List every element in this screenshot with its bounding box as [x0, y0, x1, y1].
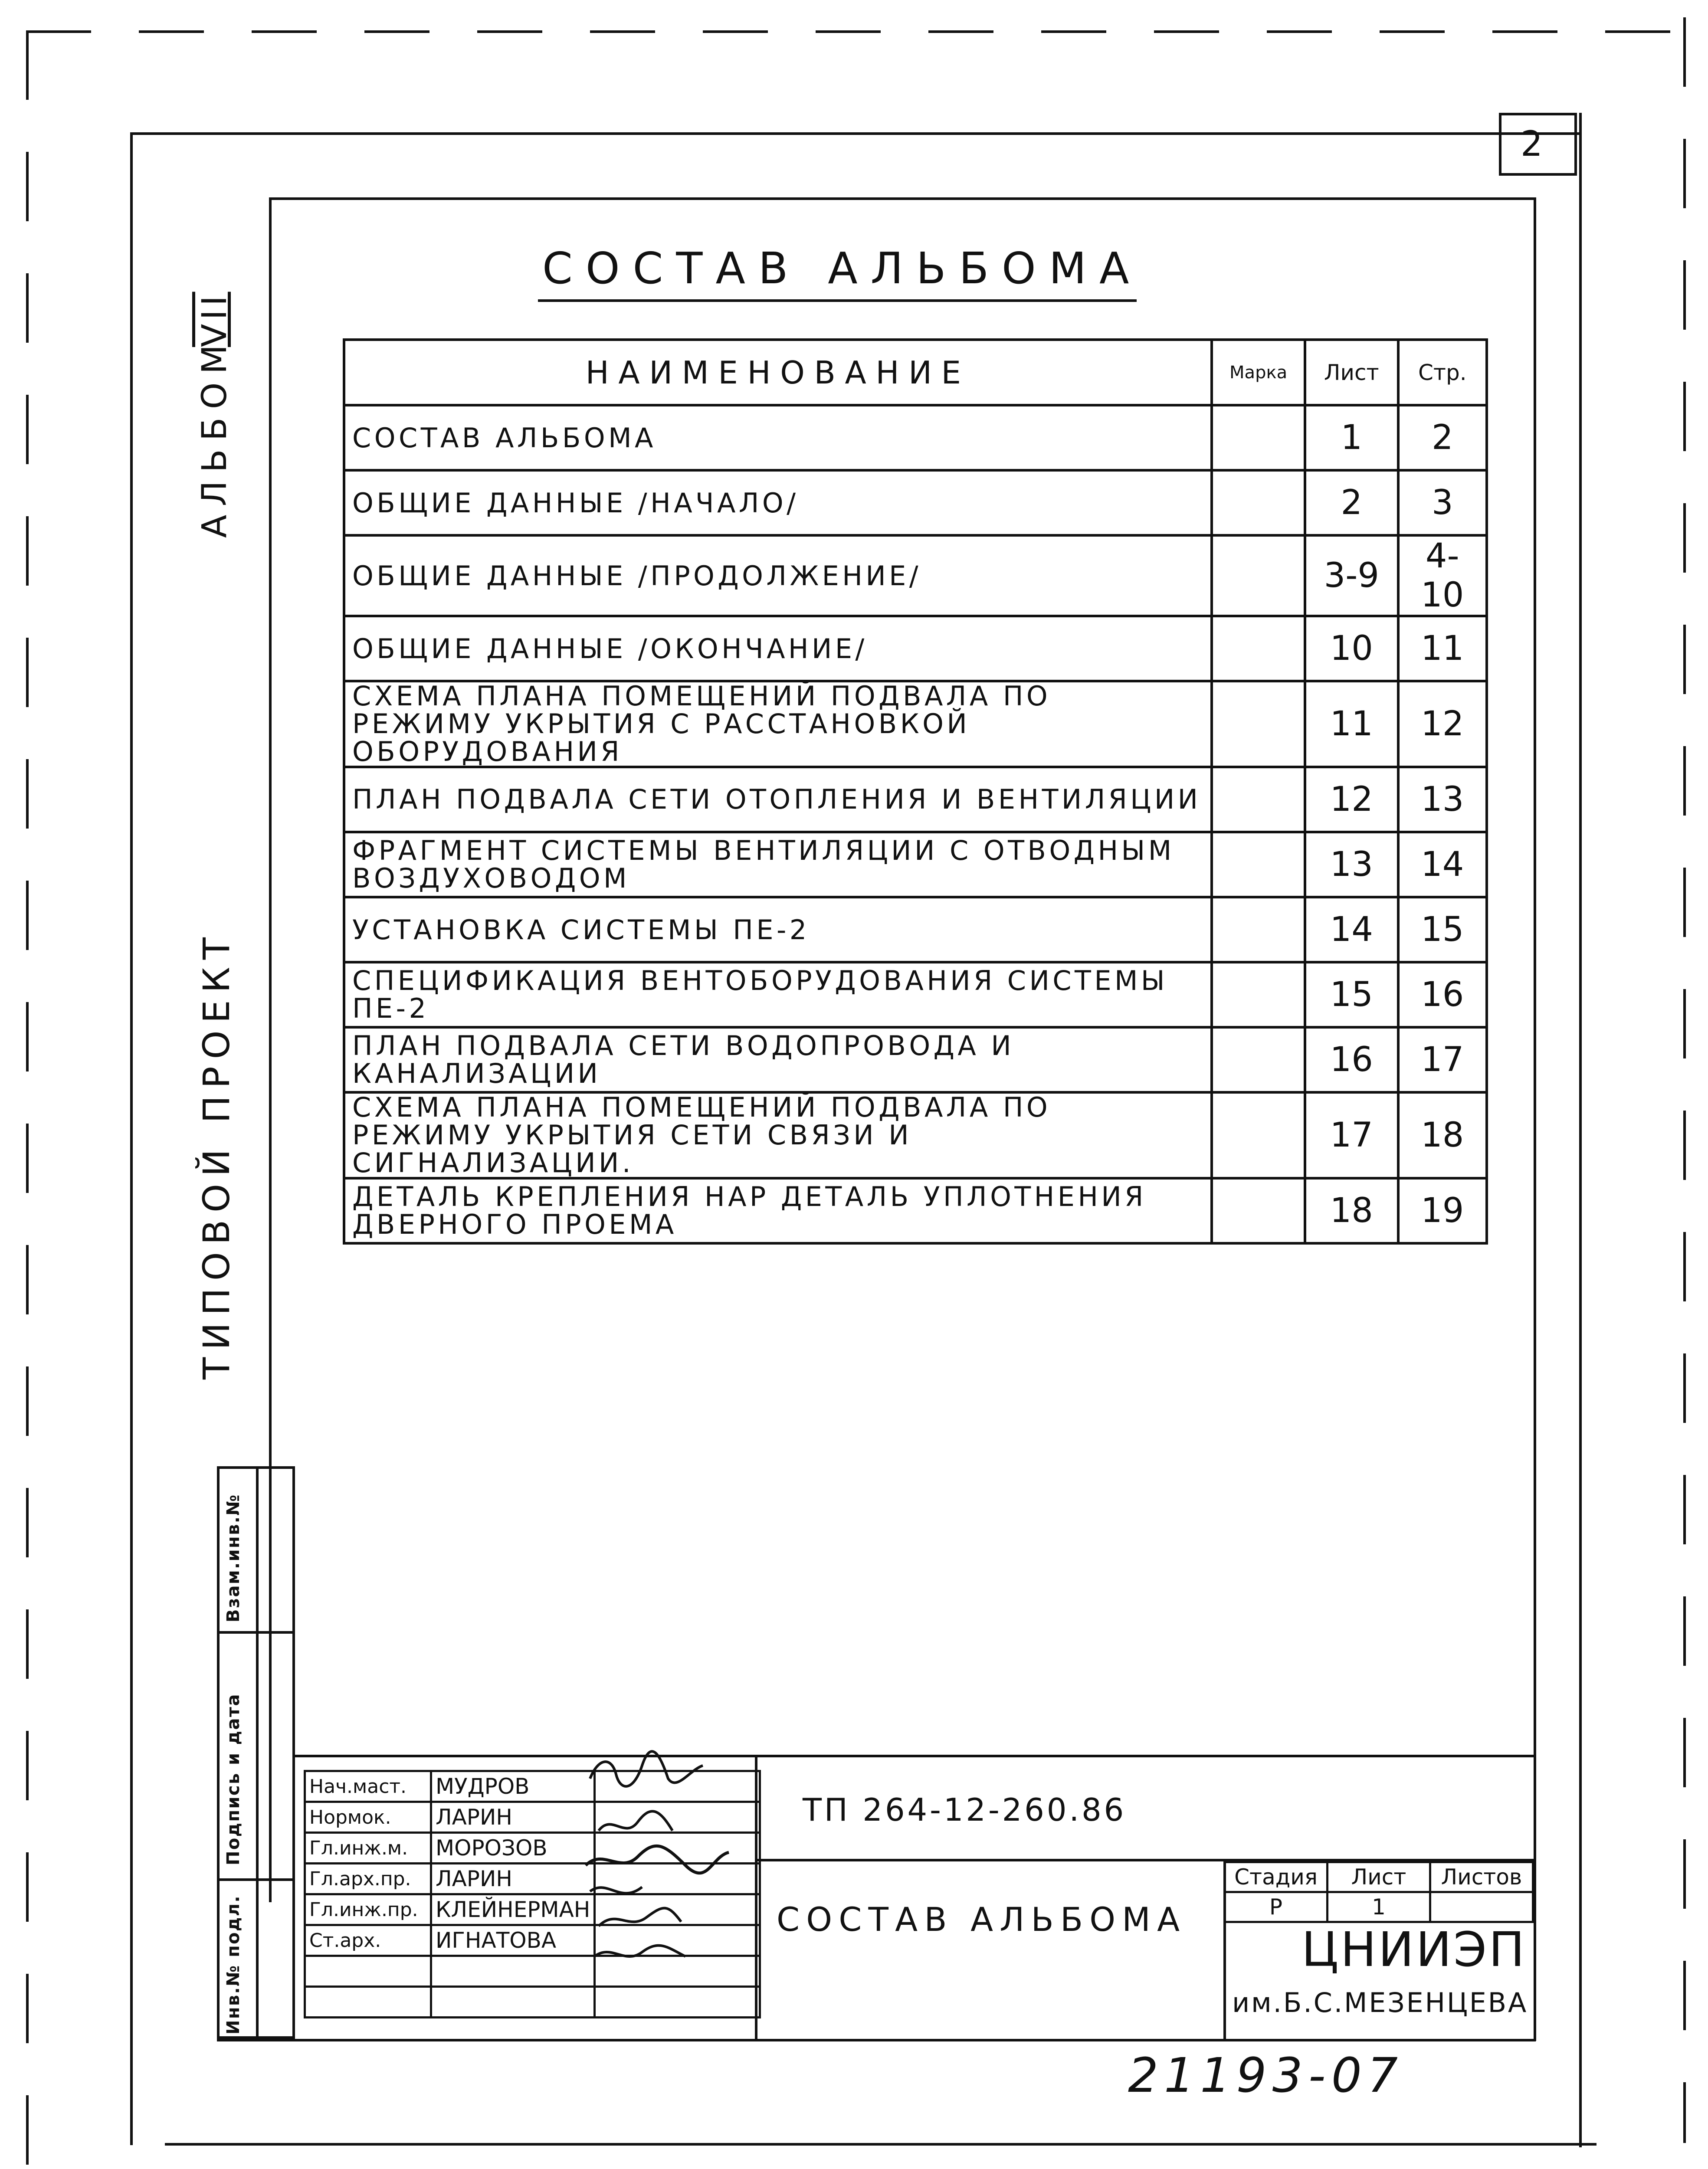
signature-role: Ст.арх. — [305, 1925, 431, 1956]
stamp-strip-divider — [256, 1466, 259, 2039]
row-mark — [1212, 897, 1305, 962]
row-page: 4-10 — [1398, 535, 1487, 616]
signature-scribble — [586, 1846, 729, 1873]
row-mark — [1212, 1027, 1305, 1092]
album-label: АЛЬБОМ — [195, 336, 234, 538]
row-sheet: 15 — [1305, 962, 1398, 1027]
sheet-frame-bottom — [165, 2143, 1597, 2146]
row-page: 17 — [1398, 1027, 1487, 1092]
row-mark — [1212, 535, 1305, 616]
stage-label: Стадия — [1225, 1862, 1328, 1892]
sheets-value — [1430, 1892, 1533, 1922]
stamp-strip-sep-2 — [217, 1878, 295, 1881]
sheet-frame-top — [130, 132, 1579, 135]
row-page: 16 — [1398, 962, 1487, 1027]
page-title: СОСТАВ АЛЬБОМА — [542, 243, 1142, 294]
row-sheet: 18 — [1305, 1178, 1398, 1243]
signature-role: Гл.инж.м. — [305, 1833, 431, 1864]
header-page: Стр. — [1398, 340, 1487, 405]
outer-frame-top — [26, 30, 1688, 33]
sheets-label: Листов — [1430, 1862, 1533, 1892]
outer-frame-right — [1683, 17, 1686, 2143]
table-row — [344, 535, 1487, 616]
row-page: 3 — [1398, 470, 1487, 535]
title-block-top — [295, 1755, 1536, 1757]
signature-role: Нормок. — [305, 1802, 431, 1833]
row-name: ФРАГМЕНТ СИСТЕМЫ ВЕНТИЛЯЦИИ С ОТВОДНЫМ ВОЗДУХОВОДОМ — [344, 832, 1212, 897]
project-code: ТП 264-12-260.86 — [803, 1792, 1127, 1828]
handwritten-signatures — [573, 1740, 755, 1982]
signature-scribble — [594, 1946, 685, 1956]
stamp-strip-sep-1 — [217, 1631, 295, 1634]
stage-value: Р — [1225, 1892, 1328, 1922]
row-name: СПЕЦИФИКАЦИЯ ВЕНТОБОРУДОВАНИЯ СИСТЕМЫ ПЕ-2 — [344, 962, 1212, 1027]
row-name: СХЕМА ПЛАНА ПОМЕЩЕНИЙ ПОДВАЛА ПО РЕЖИМУ УКРЫТИЯ С РАССТАНОВКОЙ ОБОРУДОВАНИЯ — [344, 681, 1212, 767]
header-sheet: Лист — [1305, 340, 1398, 405]
row-sheet: 14 — [1305, 897, 1398, 962]
row-page: 19 — [1398, 1178, 1487, 1243]
table-row — [344, 1027, 1487, 1092]
signature-name: МУДРОВ — [431, 1771, 595, 1802]
table-row — [344, 1178, 1487, 1243]
signature-row — [305, 1987, 760, 2018]
row-page: 11 — [1398, 616, 1487, 681]
row-page: 2 — [1398, 405, 1487, 470]
row-mark — [1212, 1178, 1305, 1243]
row-name: ОБЩИЕ ДАННЫЕ /НАЧАЛО/ — [344, 470, 1212, 535]
header-name: НАИМЕНОВАНИЕ — [344, 340, 1212, 405]
document-title: СОСТАВ АЛЬБОМА — [777, 1900, 1187, 1939]
replace-inv-label: Взам.инв.№ — [223, 1494, 243, 1622]
table-row — [344, 1092, 1487, 1178]
table-row — [344, 767, 1487, 832]
row-sheet: 16 — [1305, 1027, 1398, 1092]
signature-name: КЛЕЙНЕРМАН — [431, 1894, 595, 1925]
header-mark: Марка — [1212, 340, 1305, 405]
row-name: ОБЩИЕ ДАННЫЕ /ОКОНЧАНИЕ/ — [344, 616, 1212, 681]
row-sheet: 13 — [1305, 832, 1398, 897]
sheet-value: 1 — [1328, 1892, 1430, 1922]
row-mark — [1212, 962, 1305, 1027]
signature-name: ЛАРИН — [431, 1864, 595, 1894]
table-row — [344, 470, 1487, 535]
row-mark — [1212, 767, 1305, 832]
project-type-label: ТИПОВОЙ ПРОЕКТ — [195, 930, 238, 1379]
sheet-frame-right — [1579, 113, 1582, 2147]
signature-scribble — [590, 1751, 703, 1786]
table-row — [344, 681, 1487, 767]
row-mark — [1212, 681, 1305, 767]
signature-role: Гл.инж.пр. — [305, 1894, 431, 1925]
row-name: ДЕТАЛЬ КРЕПЛЕНИЯ НАР ДЕТАЛЬ УПЛОТНЕНИЯ ДВЕРНОГО ПРОЕМА — [344, 1178, 1212, 1243]
sheet-frame-left — [130, 132, 133, 2145]
inner-frame-right — [1534, 197, 1536, 2041]
row-sheet: 1 — [1305, 405, 1398, 470]
sheet-corner-number: 2 — [1521, 124, 1547, 164]
inner-frame-bottom — [217, 2039, 1536, 2041]
row-mark — [1212, 832, 1305, 897]
signature-role: Нач.маст. — [305, 1771, 431, 1802]
row-name: СОСТАВ АЛЬБОМА — [344, 405, 1212, 470]
row-page: 14 — [1398, 832, 1487, 897]
row-mark — [1212, 470, 1305, 535]
organization-name: ЦНИИЭП — [1301, 1922, 1527, 1977]
signature-name: ЛАРИН — [431, 1802, 595, 1833]
signature-scribble — [590, 1887, 642, 1893]
row-sheet: 10 — [1305, 616, 1398, 681]
table-header-row — [344, 340, 1487, 405]
row-name: СХЕМА ПЛАНА ПОМЕЩЕНИЙ ПОДВАЛА ПО РЕЖИМУ УКРЫТИЯ СЕТИ СВЯЗИ И СИГНАЛИЗАЦИИ. — [344, 1092, 1212, 1178]
signature-scribble — [599, 1908, 681, 1926]
table-row — [344, 616, 1487, 681]
sign-date-label: Подпись и дата — [223, 1693, 243, 1865]
title-underline — [538, 299, 1137, 302]
row-page: 12 — [1398, 681, 1487, 767]
row-mark — [1212, 616, 1305, 681]
table-row — [344, 832, 1487, 897]
row-page: 13 — [1398, 767, 1487, 832]
row-sheet: 17 — [1305, 1092, 1398, 1178]
stage-table — [1223, 1861, 1534, 1923]
organization-subtitle: им.Б.С.МЕЗЕНЦЕВА — [1232, 1987, 1528, 2018]
row-mark — [1212, 1092, 1305, 1178]
table-row — [344, 405, 1487, 470]
row-sheet: 12 — [1305, 767, 1398, 832]
table-row — [344, 897, 1487, 962]
row-name: ПЛАН ПОДВАЛА СЕТИ ВОДОПРОВОДА И КАНАЛИЗАЦИИ — [344, 1027, 1212, 1092]
row-page: 15 — [1398, 897, 1487, 962]
row-name: УСТАНОВКА СИСТЕМЫ ПЕ-2 — [344, 897, 1212, 962]
inv-original-label: Инв.№ подл. — [223, 1895, 243, 2035]
signature-name: ИГНАТОВА — [431, 1925, 595, 1956]
archive-number: 21193-07 — [1128, 2048, 1404, 2103]
row-mark — [1212, 405, 1305, 470]
row-sheet: 3-9 — [1305, 535, 1398, 616]
row-page: 18 — [1398, 1092, 1487, 1178]
contents-table — [343, 338, 1488, 1245]
outer-frame-left — [26, 30, 29, 2165]
signature-name: МОРОЗОВ — [431, 1833, 595, 1864]
signature-role: Гл.арх.пр. — [305, 1864, 431, 1894]
table-row — [344, 962, 1487, 1027]
signature-scribble — [599, 1811, 672, 1831]
row-sheet: 11 — [1305, 681, 1398, 767]
row-name: ПЛАН ПОДВАЛА СЕТИ ОТОПЛЕНИЯ И ВЕНТИЛЯЦИИ — [344, 767, 1212, 832]
row-sheet: 2 — [1305, 470, 1398, 535]
row-name: ОБЩИЕ ДАННЫЕ /ПРОДОЛЖЕНИЕ/ — [344, 535, 1212, 616]
inner-frame-top — [269, 197, 1536, 200]
sheet-label: Лист — [1328, 1862, 1430, 1892]
album-number: VII — [195, 292, 234, 347]
